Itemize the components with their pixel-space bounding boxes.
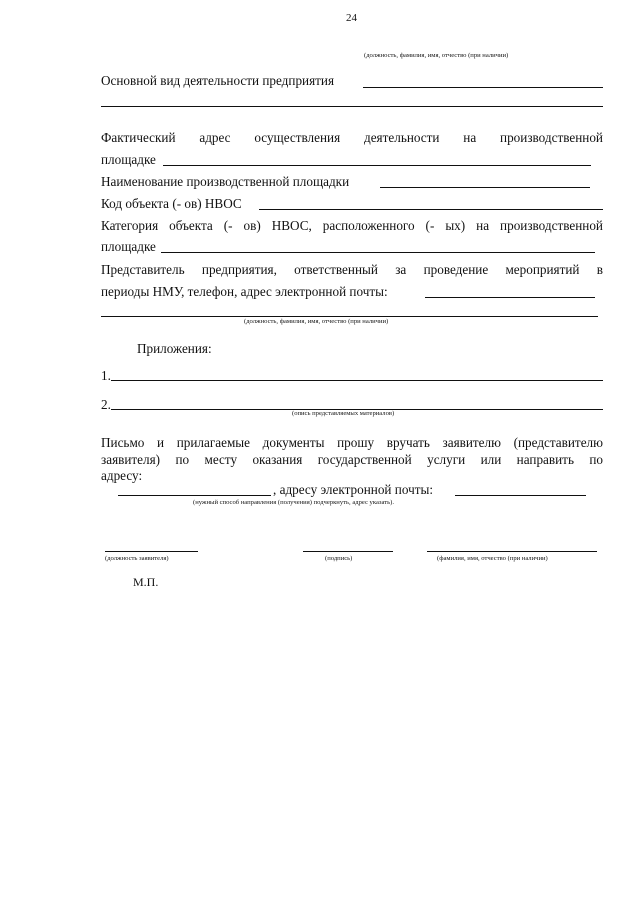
delivery-line-2: заявителя) по месту оказания государственной услуги или направить по (101, 452, 603, 467)
representative-line-2: периоды НМУ, телефон, адрес электронной почты: (101, 284, 388, 299)
activity-label: Основной вид деятельности предприятия (101, 73, 335, 88)
signature-line[interactable] (303, 551, 393, 552)
attachments-caption: (опись представляемых материалов) (292, 410, 395, 417)
address-line-1: Фактический адрес осуществления деятельности на производственной (101, 130, 603, 145)
attachment-1-line[interactable] (111, 380, 603, 381)
representative-line-1: Представитель предприятия, ответственный за проведение мероприятий в (101, 262, 603, 277)
address-line-2: площадке (101, 152, 156, 167)
delivery-method-line[interactable] (118, 495, 271, 496)
representative-contact-line[interactable] (425, 297, 595, 298)
representative-name-line[interactable] (101, 316, 598, 317)
address-field-line[interactable] (163, 165, 591, 166)
signature-caption: (подпись) (325, 555, 353, 562)
site-name-field-line[interactable] (380, 187, 590, 188)
representative-caption: (должность, фамилия, имя, отчество (при наличии) (244, 318, 389, 325)
attachments-heading: Приложения: (137, 341, 212, 356)
category-line-2: площадке (101, 239, 156, 254)
email-field-line[interactable] (455, 495, 586, 496)
activity-field-line[interactable] (363, 87, 603, 88)
stamp-label: М.П. (133, 575, 159, 589)
position-caption: (должность заявителя) (105, 555, 169, 562)
caption-top: (должность, фамилия, имя, отчество (при наличии) (364, 52, 509, 59)
activity-field-line-2[interactable] (101, 106, 603, 107)
object-code-field-line[interactable] (259, 209, 603, 210)
category-line-1: Категория объекта (- ов) НВОС, расположенного (- ых) на производственной (101, 218, 603, 233)
category-field-line[interactable] (161, 252, 595, 253)
position-signature-line[interactable] (105, 551, 198, 552)
delivery-line-1: Письмо и прилагаемые документы прошу вручать заявителю (представителю (101, 435, 603, 450)
page-number: 24 (346, 12, 357, 24)
object-code-label: Код объекта (- ов) НВОС (101, 196, 242, 211)
delivery-caption: (нужный способ направления (получения) подчеркнуть, адрес указать). (193, 499, 394, 506)
email-label: , адресу электронной почты: (273, 482, 433, 497)
site-name-label: Наименование производственной площадки (101, 174, 350, 189)
name-signature-line[interactable] (427, 551, 597, 552)
delivery-line-3: адресу: (101, 468, 143, 483)
name-caption: (фамилия, имя, отчество (при наличии) (437, 555, 548, 562)
attachment-1-label: 1. (101, 368, 111, 383)
attachment-2-label: 2. (101, 397, 111, 412)
